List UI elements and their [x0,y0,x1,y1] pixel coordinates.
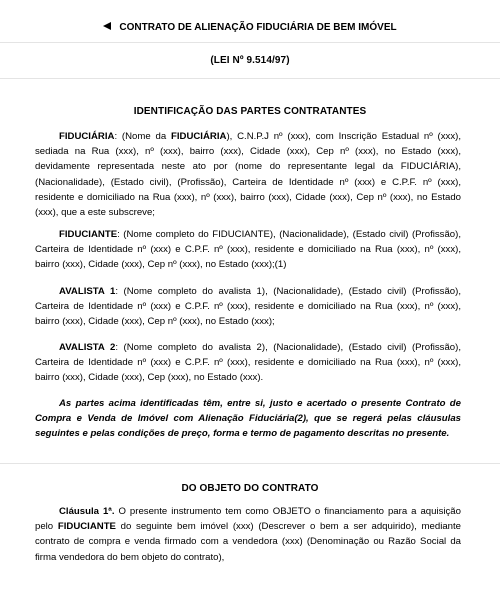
section-heading-parties: IDENTIFICAÇÃO DAS PARTES CONTRATANTES [133,106,367,117]
law-reference: (LEI Nº 9.514/97) [210,55,290,66]
paragraph-closing: As partes acima identificadas têm, entre si, justo e acertado o presente Contrato de Compra e Venda de Imóvel com Alienação Fiduciária(2), que se regerá pelas cláusulas seguintes e pelas condições de preço, forma e termo de pagamento descritas no presente. [35,398,461,440]
divider [0,463,500,464]
paragraph-fiduciante: FIDUCIANTE: (Nome completo do FIDUCIANTE), (Nacionalidade), (Estado civil) (Profissão), Carteira de Identidade nº (xxx) e C.P.F. nº (xxx), residente e domiciliado na Rua (xxx), nº (xxx), bairro (xxx), Cidade (xxx), Cep nº (xxx), no Estado (xxx);(1) [35,229,461,271]
document-title: CONTRATO DE ALIENAÇÃO FIDUCIÁRIA DE BEM IMÓVEL [0,20,500,35]
paragraph-avalista-2: AVALISTA 2: (Nome completo do avalista 2), (Nacionalidade), (Estado civil) (Profissão), Carteira de Identidade nº (xxx) e C.P.F. nº (xxx), residente e domiciliado na Rua (xxx), nº (xxx), bairro (xxx), Cidade (xxx), Cep (xxx), no Estado (xxx). [35,342,461,384]
collapse-triangle-icon[interactable] [103,22,111,30]
paragraph-clausula-1: Cláusula 1ª. O presente instrumento tem como OBJETO o financiamento para a aquisição pelo FIDUCIANTE do seguinte bem imóvel (xxx) (Descrever o bem a ser adquirido), mediante contrato de compra e venda firmado com a vendedora (xxx) (Denominação ou Razão Social da firma vendedora do bem objeto do contrato), [35,506,461,563]
divider [0,42,500,43]
paragraph-fiduciaria: FIDUCIÁRIA: (Nome da FIDUCIÁRIA), C.N.P.J nº (xxx), com Inscrição Estadual nº (xxx), sediada na Rua (xxx), nº (xxx), bairro (xxx), Cidade (xxx), Cep nº (xxx), no Estado (xxx), devidamente representada neste ato por (nome do representante legal da FIDUCIÁRIA), (Nacionalidade), (Estado civil), (Profissão), Carteira de Identidade nº (xxx) e C.P.F. nº (xxx), residente e domiciliado na Rua (xxx), nº (xxx), bairro (xxx), Cidade (xxx), Cep nº (xxx), no Estado (xxx), que a este subscreve; [35,131,461,219]
section-heading-object: DO OBJETO DO CONTRATO [181,483,319,494]
paragraph-avalista-1: AVALISTA 1: (Nome completo do avalista 1), (Nacionalidade), (Estado civil) (Profissão), Carteira de Identidade nº (xxx) e C.P.F. nº (xxx), residente e domiciliado na Rua (xxx), nº (xxx), bairro (xxx), Cidade (xxx), Cep nº (xxx), no Estado (xxx); [35,286,461,328]
divider [0,78,500,79]
